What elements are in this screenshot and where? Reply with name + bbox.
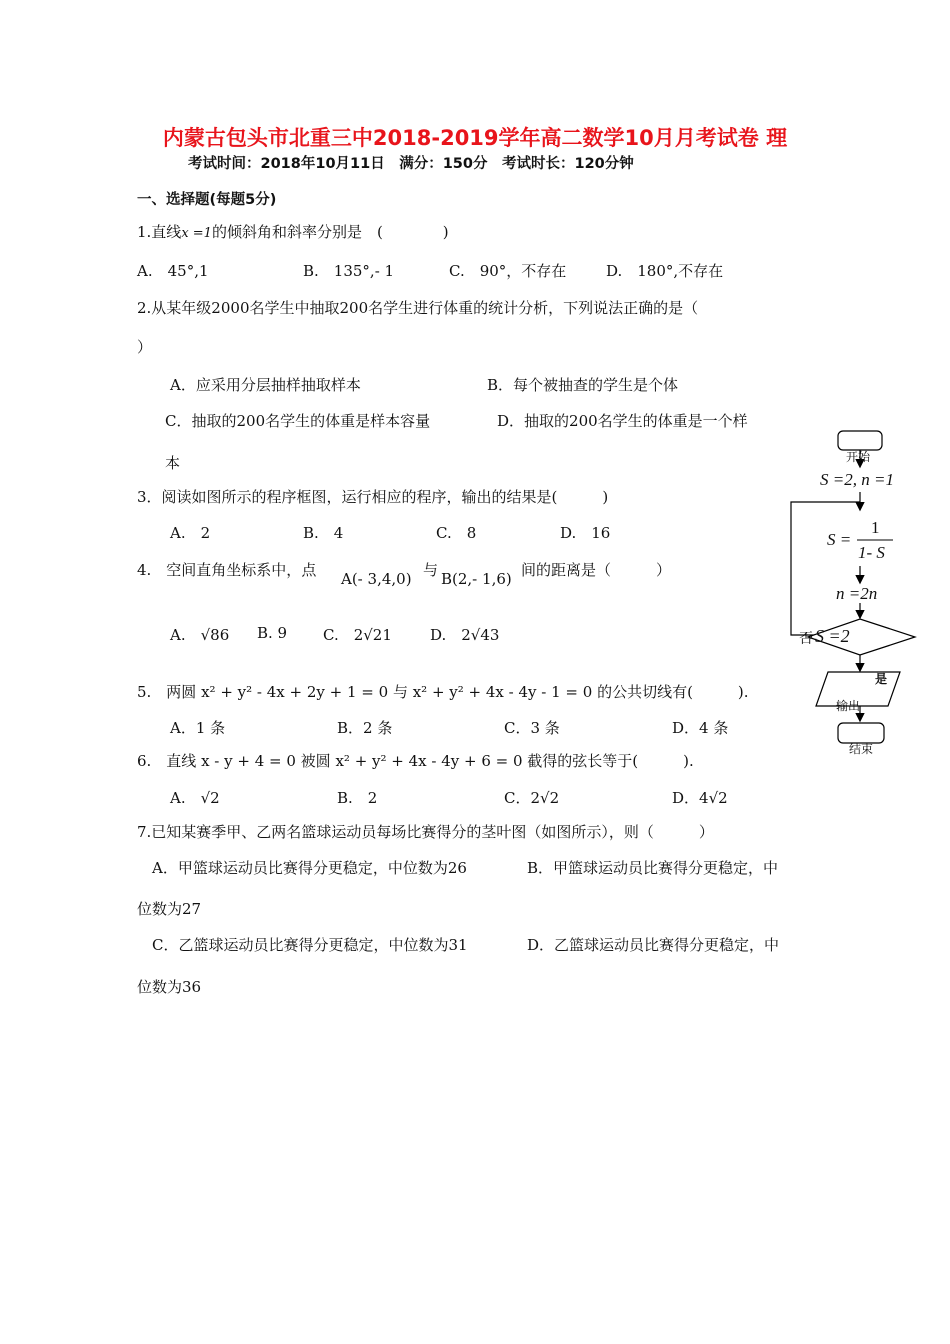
- q6-option-b: B. 2: [337, 789, 378, 807]
- q4-option-c: C. 2√21: [323, 626, 392, 644]
- q5-stem: 5. 两圆 x² + y² - 4x + 2y + 1 = 0 与 x² + y² + 4x - 4y - 1 = 0 的公共切线有( ).: [137, 683, 749, 701]
- q2-option-c: C．抽取的200名学生的体重是样本容量: [165, 412, 431, 430]
- q1-option-a: A. 45°,1: [137, 262, 209, 280]
- section-heading: 一、选择题(每题5分): [137, 192, 277, 208]
- q2-option-a: A．应采用分层抽样抽取样本: [170, 376, 361, 394]
- q5-option-b: B．2 条: [337, 719, 393, 737]
- q7-option-b-line2: 位数为27: [137, 900, 202, 918]
- q1-option-d: D. 180°,不存在: [606, 262, 724, 280]
- q1-tail: 的倾斜角和斜率分别是 ( ): [211, 223, 449, 241]
- q1-stem: 1.直线: [137, 223, 182, 241]
- q2-stem-line1: 2.从某年级2000名学生中抽取200名学生进行体重的统计分析，下列说法正确的是（: [137, 299, 699, 317]
- q2-option-d-line1: D．抽取的200名学生的体重是一个样: [497, 412, 748, 430]
- flow-condition-label: S =2: [815, 626, 850, 646]
- q4-option-d: D. 2√43: [430, 626, 500, 644]
- flow-no-label: 否: [799, 631, 813, 647]
- q2-option-b: B．每个被抽查的学生是个体: [487, 376, 679, 394]
- q4-stem-pre: 4. 空间直角坐标系中，点: [137, 561, 317, 579]
- q4-tail: 间的距离是（ ）: [521, 561, 672, 579]
- q4-point-b: B(2,- 1,6): [441, 570, 512, 588]
- q3-option-d: D. 16: [560, 524, 611, 542]
- q3-option-b: B. 4: [303, 524, 344, 542]
- q7-option-a: A．甲篮球运动员比赛得分更稳定，中位数为26: [152, 859, 467, 877]
- q7-option-b-line1: B．甲篮球运动员比赛得分更稳定，中: [527, 859, 779, 877]
- exam-subtitle: 考试时间：2018年10月11日 满分：150分 考试时长：120分钟: [188, 156, 634, 172]
- q7-stem: 7.已知某赛季甲、乙两名篮球运动员每场比赛得分的茎叶图（如图所示），则（ ）: [137, 823, 714, 841]
- flow-update-denominator: 1- S: [858, 543, 885, 562]
- flow-yes-label: 是: [875, 672, 888, 686]
- q3-option-a: A. 2: [170, 524, 211, 542]
- q7-option-d-line2: 位数为36: [137, 978, 202, 996]
- q6-option-a: A. √2: [170, 789, 220, 807]
- flow-init-label: S =2, n =1: [820, 470, 894, 489]
- q5-option-a: A．1 条: [170, 719, 226, 737]
- flow-update-lhs: S =: [827, 530, 852, 549]
- q7-option-d-line1: D．乙篮球运动员比赛得分更稳定，中: [527, 936, 780, 954]
- flow-step-label: n =2n: [836, 584, 878, 603]
- q1-option-c: C. 90°，不存在: [449, 262, 567, 280]
- q5-option-d: D．4 条: [672, 719, 729, 737]
- q6-option-d: D．4√2: [672, 789, 728, 807]
- q4-option-b: B. 9: [257, 624, 288, 642]
- q2-option-d-line2: 本: [165, 454, 181, 472]
- q4-point-a: A(- 3,4,0): [341, 570, 412, 588]
- q7-option-c: C．乙篮球运动员比赛得分更稳定，中位数为31: [152, 936, 468, 954]
- exam-title: 内蒙古包头市北重三中2018-2019学年高二数学10月月考试卷 理: [162, 126, 788, 150]
- q1-option-b: B. 135°,- 1: [303, 262, 395, 280]
- flow-start-label: 开始: [846, 450, 871, 464]
- flow-end-label: 结束: [849, 742, 874, 756]
- q1-math: x =1: [181, 226, 212, 241]
- flow-update-numerator: 1: [871, 518, 880, 537]
- flow-output-label: 输出: [836, 699, 861, 713]
- q3-stem: 3．阅读如图所示的程序框图，运行相应的程序，输出的结果是( ): [137, 488, 609, 506]
- q6-stem: 6. 直线 x - y + 4 = 0 被圆 x² + y² + 4x - 4y + 6 = 0 截得的弦长等于( ).: [137, 752, 694, 770]
- flow-loop-line: [791, 502, 860, 635]
- q4-mid: 与: [423, 561, 439, 579]
- q5-option-c: C．3 条: [504, 719, 560, 737]
- q3-option-c: C. 8: [436, 524, 477, 542]
- q6-option-c: C．2√2: [504, 789, 560, 807]
- q4-option-a: A. √86: [170, 626, 230, 644]
- q2-stem-line2: ）: [137, 338, 153, 356]
